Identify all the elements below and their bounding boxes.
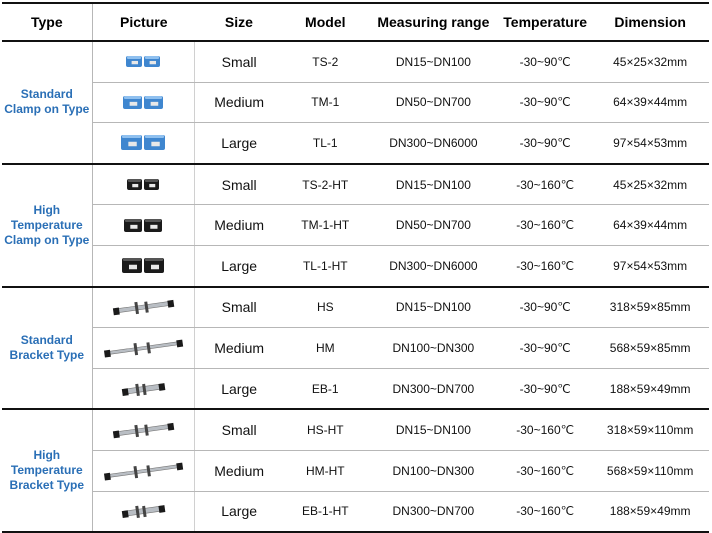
- dimension-cell: 318×59×85mm: [591, 287, 709, 328]
- measuring-range-cell: DN300~DN6000: [368, 123, 499, 164]
- temperature-cell: -30~160℃: [499, 245, 591, 286]
- header-picture: Picture: [92, 3, 195, 41]
- size-cell: Small: [195, 287, 283, 328]
- picture-cell: [92, 450, 195, 491]
- header-type: Type: [2, 3, 92, 41]
- header-dimension: Dimension: [591, 3, 709, 41]
- size-cell: Large: [195, 491, 283, 532]
- table-row: [2, 368, 709, 409]
- table-row: [2, 287, 709, 328]
- header-row: [2, 3, 709, 41]
- table-row: [2, 491, 709, 532]
- measuring-range-cell: DN300~DN700: [368, 368, 499, 409]
- size-cell: Small: [195, 409, 283, 450]
- table-row: [2, 41, 709, 82]
- dimension-cell: 188×59×49mm: [591, 368, 709, 409]
- picture-cell: [92, 41, 195, 82]
- table-body: [2, 41, 709, 532]
- black-medium-clamp-sensor-icon: [93, 205, 195, 245]
- measuring-range-cell: DN300~DN700: [368, 491, 499, 532]
- blue-medium-clamp-sensor-icon: [93, 83, 195, 123]
- header-size: Size: [195, 3, 283, 41]
- compact-bracket-sensor-icon: [93, 492, 195, 532]
- temperature-cell: -30~160℃: [499, 450, 591, 491]
- model-cell: HM-HT: [283, 450, 368, 491]
- picture-cell: [92, 287, 195, 328]
- size-cell: Medium: [195, 450, 283, 491]
- picture-cell: [92, 205, 195, 246]
- picture-cell: [92, 82, 195, 123]
- model-cell: TL-1: [283, 123, 368, 164]
- temperature-cell: -30~90℃: [499, 287, 591, 328]
- dimension-cell: 188×59×49mm: [591, 491, 709, 532]
- dimension-cell: 568×59×85mm: [591, 328, 709, 369]
- table-row: [2, 205, 709, 246]
- group-type-label: Standard Clamp on Type: [2, 41, 92, 164]
- dimension-cell: 45×25×32mm: [591, 41, 709, 82]
- dimension-cell: 568×59×110mm: [591, 450, 709, 491]
- picture-cell: [92, 164, 195, 205]
- size-cell: Large: [195, 368, 283, 409]
- size-cell: Small: [195, 41, 283, 82]
- dimension-cell: 64×39×44mm: [591, 82, 709, 123]
- measuring-range-cell: DN15~DN100: [368, 409, 499, 450]
- header-temperature: Temperature: [499, 3, 591, 41]
- size-cell: Large: [195, 245, 283, 286]
- measuring-range-cell: DN15~DN100: [368, 287, 499, 328]
- size-cell: Medium: [195, 82, 283, 123]
- temperature-cell: -30~90℃: [499, 328, 591, 369]
- group-type-label: High Temperature Clamp on Type: [2, 164, 92, 287]
- model-cell: TM-1-HT: [283, 205, 368, 246]
- table-row: [2, 82, 709, 123]
- picture-cell: [92, 245, 195, 286]
- temperature-cell: -30~90℃: [499, 368, 591, 409]
- model-cell: TS-2-HT: [283, 164, 368, 205]
- table-row: [2, 328, 709, 369]
- model-cell: HM: [283, 328, 368, 369]
- picture-cell: [92, 409, 195, 450]
- temperature-cell: -30~90℃: [499, 123, 591, 164]
- picture-cell: [92, 368, 195, 409]
- model-cell: TS-2: [283, 41, 368, 82]
- size-cell: Large: [195, 123, 283, 164]
- short-bracket-sensor-icon: [93, 410, 195, 450]
- header-measuring-range: Measuring range: [368, 3, 499, 41]
- table-row: [2, 409, 709, 450]
- table-row: [2, 123, 709, 164]
- model-cell: TL-1-HT: [283, 245, 368, 286]
- measuring-range-cell: DN100~DN300: [368, 328, 499, 369]
- short-bracket-sensor-icon: [93, 288, 195, 328]
- table-row: [2, 164, 709, 205]
- dimension-cell: 64×39×44mm: [591, 205, 709, 246]
- dimension-cell: 97×54×53mm: [591, 245, 709, 286]
- model-cell: HS-HT: [283, 409, 368, 450]
- measuring-range-cell: DN50~DN700: [368, 205, 499, 246]
- dimension-cell: 318×59×110mm: [591, 409, 709, 450]
- size-cell: Small: [195, 164, 283, 205]
- temperature-cell: -30~90℃: [499, 82, 591, 123]
- black-large-clamp-sensor-icon: [93, 246, 195, 286]
- group-type-label: Standard Bracket Type: [2, 287, 92, 410]
- dimension-cell: 97×54×53mm: [591, 123, 709, 164]
- black-small-clamp-sensor-icon: [93, 165, 195, 205]
- long-bracket-sensor-icon: [93, 451, 195, 491]
- temperature-cell: -30~160℃: [499, 409, 591, 450]
- model-cell: EB-1: [283, 368, 368, 409]
- measuring-range-cell: DN300~DN6000: [368, 245, 499, 286]
- measuring-range-cell: DN50~DN700: [368, 82, 499, 123]
- size-cell: Medium: [195, 328, 283, 369]
- dimension-cell: 45×25×32mm: [591, 164, 709, 205]
- temperature-cell: -30~160℃: [499, 205, 591, 246]
- model-cell: HS: [283, 287, 368, 328]
- picture-cell: [92, 328, 195, 369]
- size-cell: Medium: [195, 205, 283, 246]
- model-cell: TM-1: [283, 82, 368, 123]
- group-type-label: High Temperature Bracket Type: [2, 409, 92, 532]
- model-cell: EB-1-HT: [283, 491, 368, 532]
- temperature-cell: -30~160℃: [499, 491, 591, 532]
- sensor-spec-table: [2, 2, 709, 533]
- table-row: [2, 450, 709, 491]
- blue-small-clamp-sensor-icon: [93, 42, 195, 82]
- picture-cell: [92, 123, 195, 164]
- measuring-range-cell: DN15~DN100: [368, 41, 499, 82]
- compact-bracket-sensor-icon: [93, 369, 195, 409]
- measuring-range-cell: DN15~DN100: [368, 164, 499, 205]
- blue-large-clamp-sensor-icon: [93, 123, 195, 163]
- temperature-cell: -30~160℃: [499, 164, 591, 205]
- picture-cell: [92, 491, 195, 532]
- measuring-range-cell: DN100~DN300: [368, 450, 499, 491]
- table-row: [2, 245, 709, 286]
- temperature-cell: -30~90℃: [499, 41, 591, 82]
- header-model: Model: [283, 3, 368, 41]
- long-bracket-sensor-icon: [93, 328, 195, 368]
